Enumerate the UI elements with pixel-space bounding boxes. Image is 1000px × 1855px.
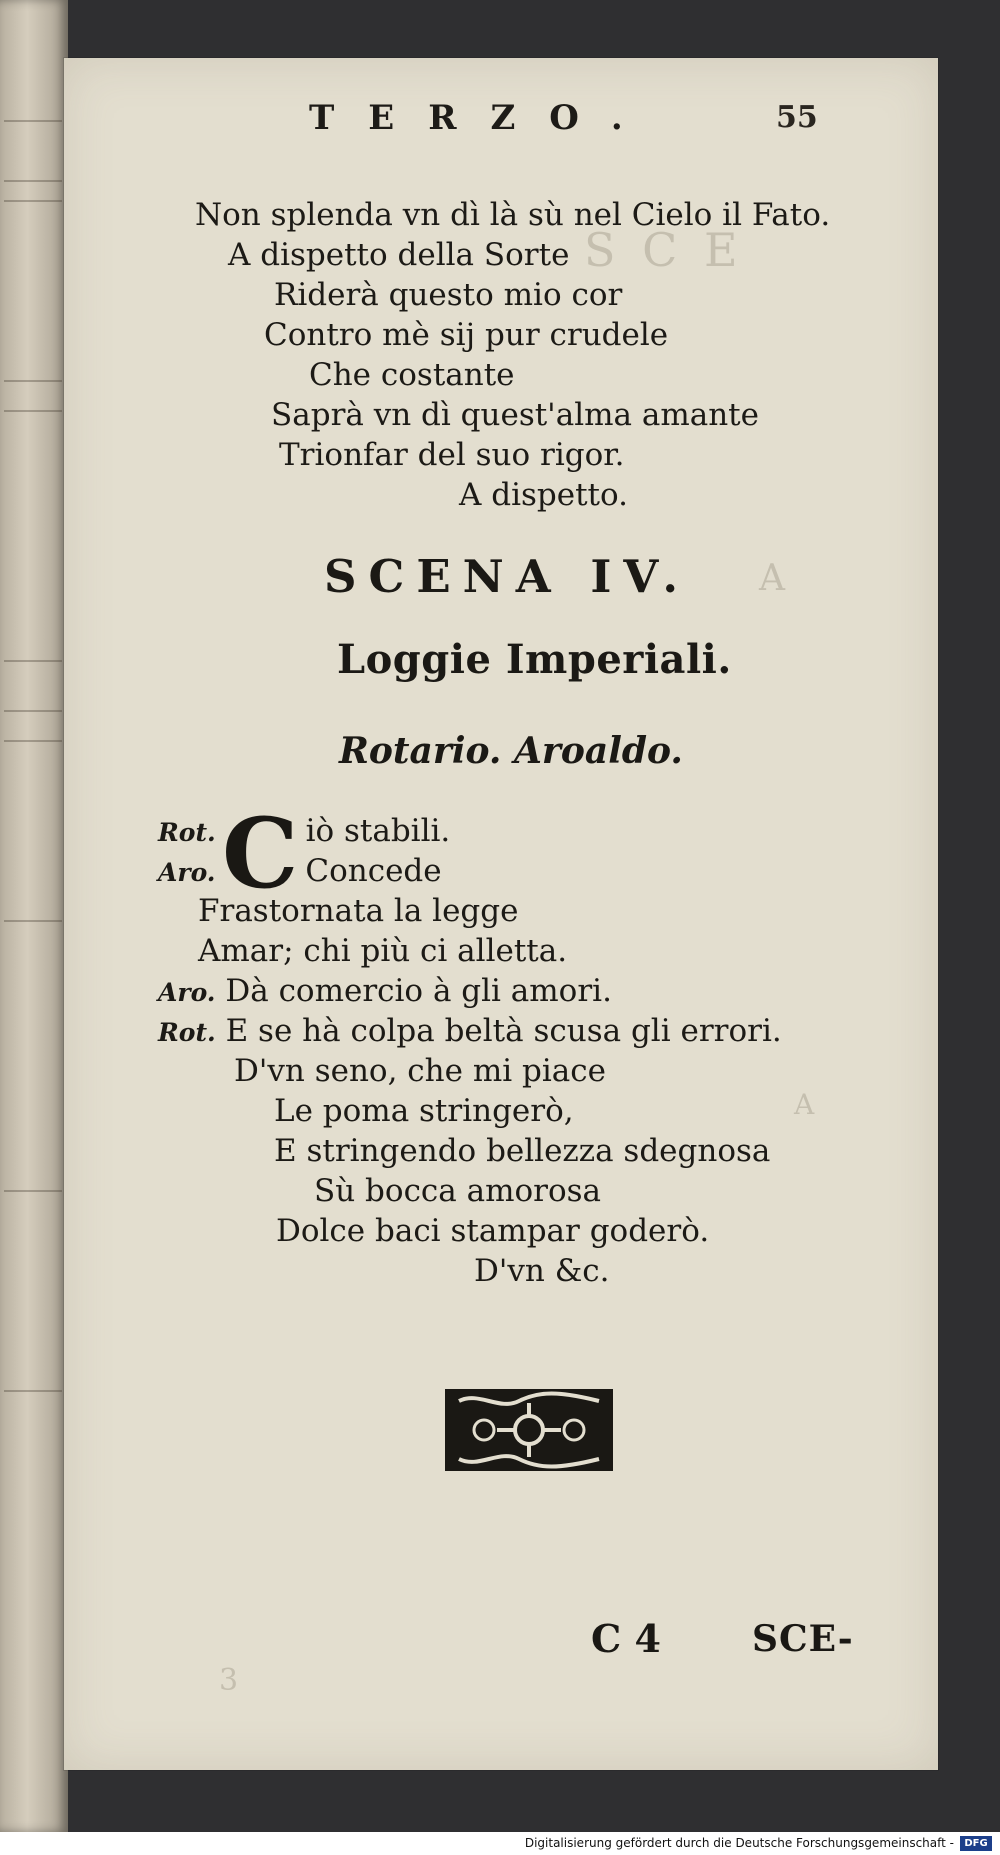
verse-line: Che costante <box>309 357 515 393</box>
dialogue-line <box>158 813 451 849</box>
speaker-label: Aro. <box>158 858 216 887</box>
verse-line: Trionfar del suo rigor. <box>279 437 625 473</box>
verse-line: Saprà vn dì quest'alma amante <box>271 397 759 433</box>
drop-cap: C <box>222 797 299 910</box>
catchword: SCE- <box>752 1618 854 1660</box>
ornament-graphic <box>439 1383 619 1477</box>
printer-signature: C 4 <box>591 1616 661 1661</box>
dialogue-line: E stringendo bellezza sdegnosa <box>274 1133 771 1169</box>
verse-line: A dispetto. <box>459 477 628 513</box>
show-through-text: A <box>759 558 785 599</box>
dialogue-text: E se hà colpa beltà scusa gli errori. <box>225 1013 782 1049</box>
digitization-credit <box>0 1832 1000 1855</box>
verse-line: A dispetto della Sorte <box>228 237 570 273</box>
scene-location: Loggie Imperiali. <box>337 636 732 683</box>
verse-line: Contro mè sij pur crudele <box>264 317 669 353</box>
scene-characters: Rotario. Aroaldo. <box>339 730 683 772</box>
dialogue-line <box>158 853 442 889</box>
speaker-label: Aro. <box>158 978 216 1007</box>
dialogue-line: Dolce baci stampar goderò. <box>276 1213 710 1249</box>
book-page <box>64 58 938 1770</box>
dialogue-line: D'vn &c. <box>474 1253 610 1289</box>
speaker-label: Rot. <box>158 818 216 847</box>
dialogue-line <box>158 973 612 1009</box>
printer-ornament <box>438 1382 620 1478</box>
dfg-logo: DFG <box>960 1836 992 1851</box>
verse-line: Riderà questo mio cor <box>274 277 623 313</box>
dialogue-line: Le poma stringerò, <box>274 1093 574 1129</box>
speaker-label: Rot. <box>158 1018 216 1047</box>
dialogue-text: Dà comercio à gli amori. <box>225 973 612 1009</box>
scene-title: SCENA IV. <box>324 550 691 603</box>
show-through-text: A <box>794 1088 815 1121</box>
dialogue-line: Amar; chi più ci alletta. <box>198 933 568 969</box>
dialogue-line: D'vn seno, che mi piace <box>234 1053 606 1089</box>
dialogue-line: Frastornata la legge <box>198 893 519 929</box>
adjacent-page-edge <box>0 0 68 1832</box>
show-through-text: 3 <box>219 1663 239 1698</box>
credit-text: Digitalisierung gefördert durch die Deutsche Forschungsgemeinschaft - <box>524 1836 954 1850</box>
show-through-text: S C E <box>584 223 744 277</box>
page-number: 55 <box>776 100 818 135</box>
running-head: TERZO. <box>309 98 657 138</box>
verse-line: Non splenda vn dì là sù nel Cielo il Fato. <box>195 197 831 233</box>
dialogue-text: iò stabili. <box>305 813 451 849</box>
dialogue-line <box>158 1013 782 1049</box>
dialogue-text: Concede <box>305 853 442 889</box>
dialogue-line: Sù bocca amorosa <box>314 1173 602 1209</box>
